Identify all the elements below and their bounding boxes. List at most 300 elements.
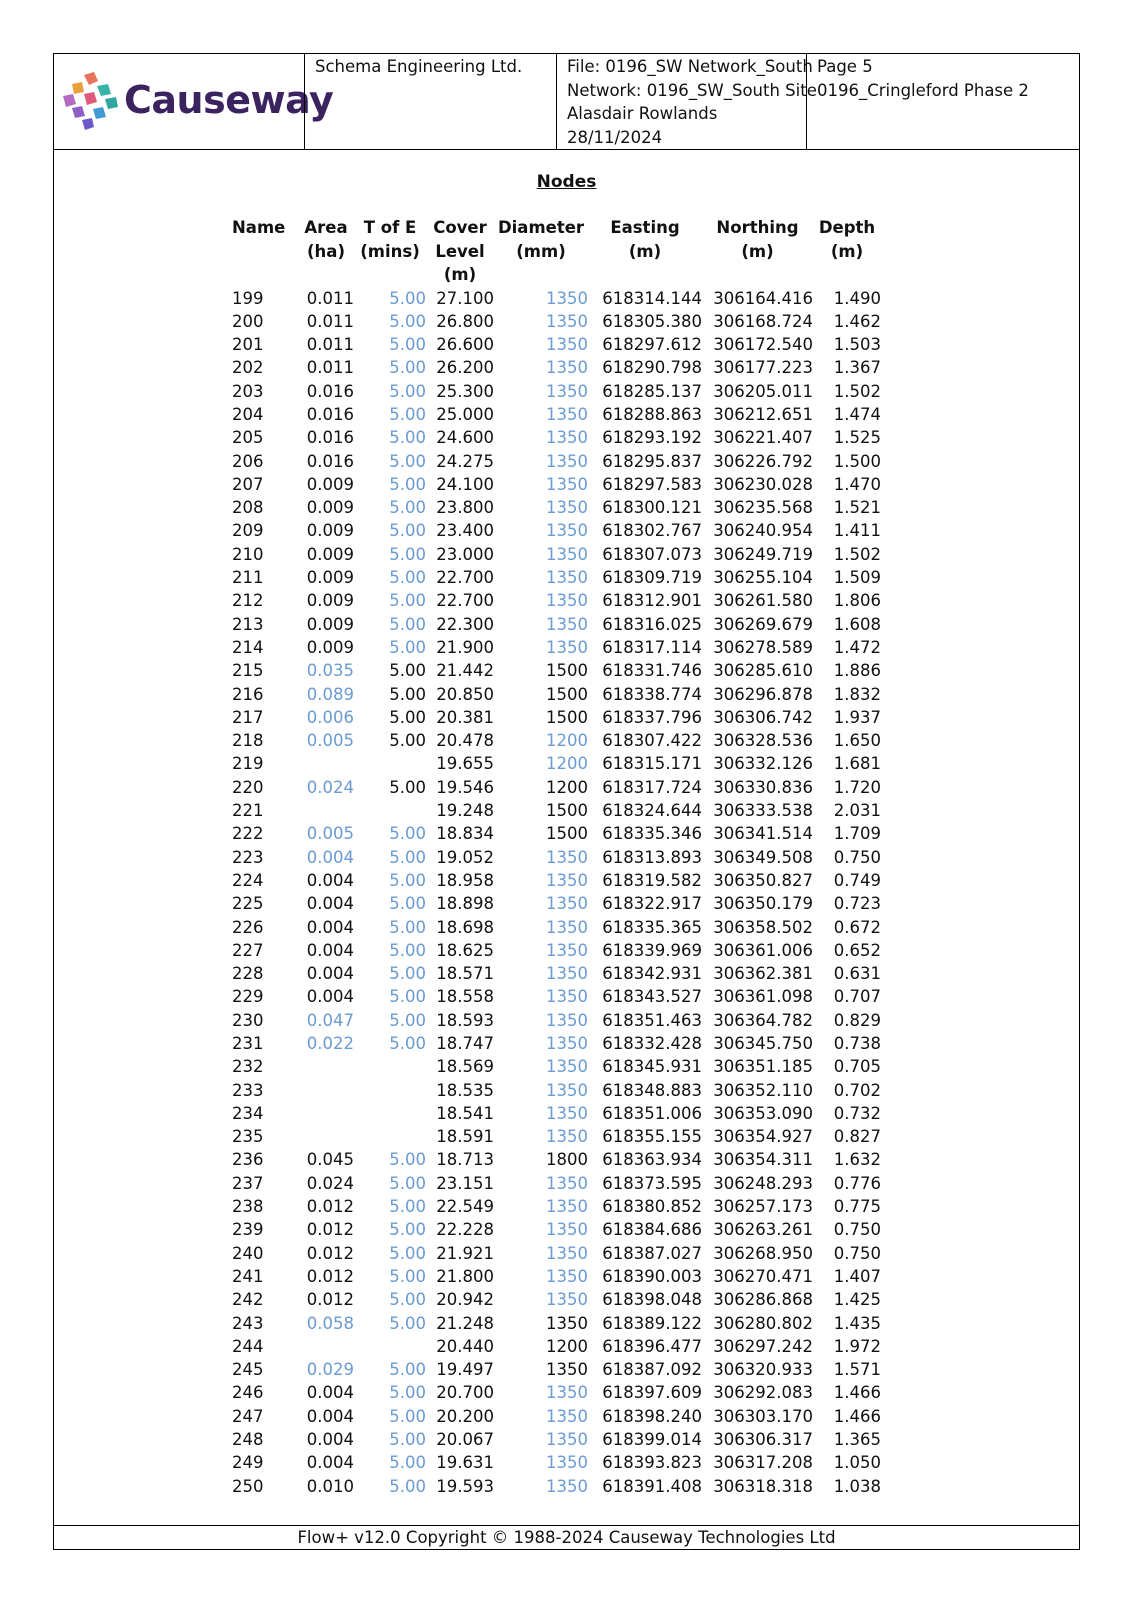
diameter-cell: 1200 (546, 731, 588, 751)
node-name-cell: 200 (232, 311, 264, 331)
column-header (813, 216, 881, 287)
table-row (232, 496, 881, 519)
depth-cell: 1.407 (833, 1266, 881, 1286)
depth-cell: 1.466 (833, 1406, 881, 1426)
area-cell: 0.012 (306, 1197, 354, 1217)
area-cell: 0.004 (306, 1453, 354, 1473)
time-of-entry-cell: 5.00 (389, 987, 426, 1007)
column-header-line: (m) (628, 241, 662, 261)
time-of-entry-cell: 5.00 (389, 917, 426, 937)
cover-level-cell: 22.549 (436, 1197, 494, 1217)
northing-cell: 306353.090 (713, 1103, 813, 1123)
cover-level-cell: 22.228 (436, 1220, 494, 1240)
node-name-cell: 248 (232, 1430, 264, 1450)
area-cell: 0.009 (306, 498, 354, 518)
diameter-cell: 1350 (546, 544, 588, 564)
depth-cell: 2.031 (833, 801, 881, 821)
node-name-cell: 205 (232, 428, 264, 448)
cover-level-cell: 20.200 (436, 1406, 494, 1426)
diameter-cell: 1350 (546, 591, 588, 611)
table-row (232, 473, 881, 496)
area-cell: 0.016 (306, 381, 354, 401)
depth-cell: 1.367 (833, 358, 881, 378)
diameter-cell: 1350 (546, 1290, 588, 1310)
table-row (232, 729, 881, 752)
easting-cell: 618331.746 (602, 661, 702, 681)
table-row (232, 752, 881, 775)
cover-level-cell: 20.700 (436, 1383, 494, 1403)
node-name-cell: 242 (232, 1290, 264, 1310)
file-info-cell (556, 54, 817, 149)
diameter-cell: 1500 (546, 684, 588, 704)
area-cell: 0.009 (306, 568, 354, 588)
diameter-cell: 1350 (546, 1313, 588, 1333)
easting-cell: 618389.122 (602, 1313, 702, 1333)
easting-cell: 618397.609 (602, 1383, 702, 1403)
easting-cell: 618293.192 (602, 428, 702, 448)
depth-cell: 1.571 (833, 1360, 881, 1380)
depth-cell: 0.707 (833, 987, 881, 1007)
diameter-cell: 1350 (546, 870, 588, 890)
depth-cell: 0.750 (833, 1220, 881, 1240)
area-cell: 0.004 (306, 1383, 354, 1403)
time-of-entry-cell (354, 799, 426, 822)
easting-cell: 618285.137 (602, 381, 702, 401)
time-of-entry-cell: 5.00 (389, 451, 426, 471)
diameter-cell: 1350 (546, 498, 588, 518)
column-header (494, 216, 588, 287)
time-of-entry-cell: 5.00 (389, 824, 426, 844)
table-row (232, 1218, 881, 1241)
diameter-cell: 1350 (546, 637, 588, 657)
column-header-line: (m) (830, 241, 864, 261)
time-of-entry-cell: 5.00 (389, 661, 426, 681)
node-name-cell: 222 (232, 824, 264, 844)
northing-cell: 306341.514 (713, 824, 813, 844)
diameter-cell: 1350 (546, 311, 588, 331)
diameter-cell: 1500 (546, 661, 588, 681)
easting-cell: 618390.003 (602, 1266, 702, 1286)
time-of-entry-cell: 5.00 (389, 707, 426, 727)
northing-cell: 306248.293 (713, 1173, 813, 1193)
node-name-cell: 224 (232, 870, 264, 890)
northing-cell: 306255.104 (713, 568, 813, 588)
area-cell: 0.004 (306, 894, 354, 914)
table-row (232, 543, 881, 566)
node-name-cell: 213 (232, 614, 264, 634)
northing-cell: 306361.098 (713, 987, 813, 1007)
cover-level-cell: 22.700 (436, 591, 494, 611)
diameter-cell: 1350 (546, 614, 588, 634)
depth-cell: 1.502 (833, 381, 881, 401)
table-header-row (232, 216, 881, 287)
table-row (232, 1032, 881, 1055)
easting-cell: 618314.144 (602, 288, 702, 308)
cover-level-cell: 21.921 (436, 1243, 494, 1263)
time-of-entry-cell: 5.00 (389, 1173, 426, 1193)
diameter-cell: 1350 (546, 917, 588, 937)
depth-cell: 1.681 (833, 754, 881, 774)
northing-cell: 306320.933 (713, 1360, 813, 1380)
cover-level-cell: 21.800 (436, 1266, 494, 1286)
table-row (232, 1172, 881, 1195)
node-name-cell: 204 (232, 404, 264, 424)
node-name-cell: 209 (232, 521, 264, 541)
table-row (232, 1312, 881, 1335)
time-of-entry-cell: 5.00 (389, 777, 426, 797)
table-row (232, 310, 881, 333)
nodes-table (232, 216, 881, 1498)
node-name-cell: 223 (232, 847, 264, 867)
column-header (588, 216, 702, 287)
depth-cell: 0.827 (833, 1127, 881, 1147)
diameter-cell: 1350 (546, 288, 588, 308)
northing-cell: 306317.208 (713, 1453, 813, 1473)
time-of-entry-cell: 5.00 (389, 637, 426, 657)
northing-cell: 306292.083 (713, 1383, 813, 1403)
diameter-cell: 1350 (546, 1266, 588, 1286)
table-row (232, 450, 881, 473)
northing-cell: 306285.610 (713, 661, 813, 681)
time-of-entry-cell: 5.00 (389, 940, 426, 960)
northing-cell: 306257.173 (713, 1197, 813, 1217)
table-row (232, 380, 881, 403)
node-name-cell: 215 (232, 661, 264, 681)
depth-cell: 1.720 (833, 777, 881, 797)
depth-cell: 0.749 (833, 870, 881, 890)
table-row (232, 1335, 881, 1358)
depth-cell: 1.972 (833, 1336, 881, 1356)
cover-level-cell: 19.631 (436, 1453, 494, 1473)
depth-cell: 1.525 (833, 428, 881, 448)
table-row (232, 1451, 881, 1474)
table-row (232, 1148, 881, 1171)
area-cell: 0.058 (306, 1313, 354, 1333)
time-of-entry-cell: 5.00 (389, 894, 426, 914)
table-row (232, 1381, 881, 1404)
cover-level-cell: 21.442 (436, 661, 494, 681)
area-cell: 0.089 (306, 684, 354, 704)
northing-cell: 306268.950 (713, 1243, 813, 1263)
depth-cell: 1.365 (833, 1430, 881, 1450)
cover-level-cell: 19.248 (436, 801, 494, 821)
area-cell: 0.009 (306, 544, 354, 564)
diameter-cell: 1350 (546, 1383, 588, 1403)
diameter-cell: 1350 (546, 451, 588, 471)
northing-cell: 306278.589 (713, 637, 813, 657)
node-name-cell: 208 (232, 498, 264, 518)
cover-level-cell: 18.747 (436, 1034, 494, 1053)
easting-cell: 618391.408 (602, 1476, 702, 1496)
node-name-cell: 235 (232, 1127, 264, 1147)
northing-cell: 306235.568 (713, 498, 813, 518)
cover-level-cell: 18.698 (436, 917, 494, 937)
table-row (232, 822, 881, 845)
easting-cell: 618355.155 (602, 1127, 702, 1147)
time-of-entry-cell (354, 1102, 426, 1125)
easting-cell: 618399.014 (602, 1430, 702, 1450)
cover-level-cell: 19.655 (436, 754, 494, 774)
cover-level-cell: 20.942 (436, 1290, 494, 1310)
report-date: 28/11/2024 (567, 127, 663, 147)
area-cell: 0.016 (306, 428, 354, 448)
diameter-cell: 1500 (546, 707, 588, 727)
table-row (232, 403, 881, 426)
node-name-cell: 241 (232, 1266, 264, 1286)
area-cell: 0.047 (306, 1010, 354, 1030)
depth-cell: 1.500 (833, 451, 881, 471)
table-row (232, 1358, 881, 1381)
time-of-entry-cell: 5.00 (389, 474, 426, 494)
column-header (702, 216, 813, 287)
node-name-cell: 239 (232, 1220, 264, 1240)
time-of-entry-cell: 5.00 (389, 731, 426, 751)
depth-cell: 0.829 (833, 1010, 881, 1030)
table-row (232, 613, 881, 636)
easting-cell: 618384.686 (602, 1220, 702, 1240)
table-row (232, 939, 881, 962)
causeway-logo-icon (58, 72, 122, 134)
node-name-cell: 245 (232, 1360, 264, 1380)
table-row (232, 776, 881, 799)
diameter-cell: 1350 (546, 1243, 588, 1263)
table-row (232, 1288, 881, 1311)
area-cell: 0.004 (306, 870, 354, 890)
node-name-cell: 240 (232, 1243, 264, 1263)
depth-cell: 1.650 (833, 731, 881, 751)
table-row (232, 519, 881, 542)
time-of-entry-cell: 5.00 (389, 1266, 426, 1286)
time-of-entry-cell: 5.00 (389, 568, 426, 588)
column-header-line: Easting (610, 218, 680, 237)
northing-cell: 306164.416 (713, 288, 813, 308)
node-name-cell: 243 (232, 1313, 264, 1333)
northing-cell: 306328.536 (713, 731, 813, 751)
depth-cell: 1.435 (833, 1313, 881, 1333)
cover-level-cell: 18.558 (436, 987, 494, 1007)
time-of-entry-cell: 5.00 (389, 847, 426, 867)
northing-cell: 306361.006 (713, 940, 813, 960)
column-header-line: T of E (363, 218, 417, 237)
author-name: Alasdair Rowlands (567, 104, 718, 123)
area-cell (298, 1335, 354, 1358)
easting-cell: 618309.719 (602, 568, 702, 588)
node-name-cell: 212 (232, 591, 264, 611)
table-row (232, 799, 881, 822)
table-row (232, 846, 881, 869)
report-header (54, 54, 1079, 150)
diameter-cell: 1350 (546, 1453, 588, 1473)
node-name-cell: 247 (232, 1406, 264, 1426)
project-name: 0196_Cringleford Phase 2 (817, 80, 1029, 100)
node-name-cell: 249 (232, 1453, 264, 1473)
node-name-cell: 199 (232, 288, 264, 308)
northing-cell: 306330.836 (713, 777, 813, 797)
depth-cell: 1.050 (833, 1453, 881, 1473)
northing-cell: 306172.540 (713, 335, 813, 355)
easting-cell: 618338.774 (602, 684, 702, 704)
easting-cell: 618363.934 (602, 1150, 702, 1170)
diameter-cell: 1200 (546, 777, 588, 797)
area-cell: 0.024 (306, 777, 354, 797)
easting-cell: 618348.883 (602, 1080, 702, 1100)
cover-level-cell: 18.541 (436, 1103, 494, 1123)
cover-level-cell: 23.000 (436, 544, 494, 564)
area-cell: 0.022 (306, 1034, 354, 1053)
depth-cell: 1.832 (833, 684, 881, 704)
northing-cell: 306354.927 (713, 1127, 813, 1147)
cover-level-cell: 18.834 (436, 824, 494, 844)
depth-cell: 0.723 (833, 894, 881, 914)
table-row (232, 962, 881, 985)
northing-cell: 306350.827 (713, 870, 813, 890)
area-cell: 0.012 (306, 1243, 354, 1263)
node-name-cell: 207 (232, 474, 264, 494)
northing-cell: 306261.580 (713, 591, 813, 611)
cover-level-cell: 25.000 (436, 404, 494, 424)
northing-cell: 306303.170 (713, 1406, 813, 1426)
table-row (232, 333, 881, 356)
node-name-cell: 214 (232, 637, 264, 657)
easting-cell: 618288.863 (602, 404, 702, 424)
node-name-cell: 211 (232, 568, 264, 588)
time-of-entry-cell: 5.00 (389, 614, 426, 634)
node-name-cell: 210 (232, 544, 264, 564)
cover-level-cell: 22.700 (436, 568, 494, 588)
node-name-cell: 201 (232, 335, 264, 355)
depth-cell: 0.631 (833, 964, 881, 984)
area-cell: 0.004 (306, 940, 354, 960)
area-cell: 0.005 (306, 824, 354, 844)
easting-cell: 618324.644 (602, 801, 702, 821)
northing-cell: 306306.317 (713, 1430, 813, 1450)
area-cell: 0.004 (306, 917, 354, 937)
time-of-entry-cell: 5.00 (389, 1476, 426, 1496)
depth-cell: 1.502 (833, 544, 881, 564)
time-of-entry-cell: 5.00 (389, 1453, 426, 1473)
table-row (232, 985, 881, 1008)
table-row (232, 1079, 881, 1102)
node-name-cell: 238 (232, 1197, 264, 1217)
column-header-line: (ha) (307, 241, 345, 261)
cover-level-cell: 18.898 (436, 894, 494, 914)
northing-cell: 306296.878 (713, 684, 813, 704)
area-cell: 0.009 (306, 614, 354, 634)
northing-cell: 306364.782 (713, 1010, 813, 1030)
time-of-entry-cell: 5.00 (389, 1034, 426, 1053)
easting-cell: 618343.527 (602, 987, 702, 1007)
node-name-cell: 219 (232, 754, 264, 774)
northing-cell: 306350.179 (713, 894, 813, 914)
node-name-cell: 217 (232, 707, 264, 727)
column-header-line: Name (232, 218, 286, 237)
time-of-entry-cell: 5.00 (389, 1010, 426, 1030)
table-row (232, 566, 881, 589)
column-header-line: (m) (741, 241, 774, 261)
node-name-cell: 227 (232, 940, 264, 960)
cover-level-cell: 22.300 (436, 614, 494, 634)
cover-level-cell: 23.400 (436, 521, 494, 541)
easting-cell: 618315.171 (602, 754, 702, 774)
depth-cell: 0.776 (833, 1173, 881, 1193)
time-of-entry-cell (354, 1079, 426, 1102)
depth-cell: 1.937 (833, 707, 881, 727)
easting-cell: 618351.463 (602, 1010, 702, 1030)
cover-level-cell: 20.850 (436, 684, 494, 704)
depth-cell: 0.672 (833, 917, 881, 937)
cover-level-cell: 18.593 (436, 1010, 494, 1030)
diameter-cell: 1200 (546, 1336, 588, 1356)
node-name-cell: 225 (232, 894, 264, 914)
depth-cell: 1.806 (833, 591, 881, 611)
easting-cell: 618312.901 (602, 591, 702, 611)
cover-level-cell: 21.248 (436, 1313, 494, 1333)
column-header-line: Northing (716, 218, 799, 237)
cover-level-cell: 24.275 (436, 451, 494, 471)
easting-cell: 618307.422 (602, 731, 702, 751)
table-row (232, 1242, 881, 1265)
cover-level-cell: 18.569 (436, 1057, 494, 1077)
area-cell: 0.004 (306, 987, 354, 1007)
table-row (232, 1009, 881, 1032)
diameter-cell: 1350 (546, 381, 588, 401)
page-frame (53, 53, 1080, 1550)
cover-level-cell: 23.151 (436, 1173, 494, 1193)
cover-level-cell: 26.200 (436, 358, 494, 378)
area-cell: 0.029 (306, 1360, 354, 1380)
company-cell (304, 54, 556, 149)
table-body (232, 287, 881, 1498)
northing-cell: 306286.868 (713, 1290, 813, 1310)
time-of-entry-cell: 5.00 (389, 870, 426, 890)
diameter-cell: 1350 (546, 1127, 588, 1147)
northing-cell: 306226.792 (713, 451, 813, 471)
depth-cell: 1.472 (833, 637, 881, 657)
page-number: Page 5 (817, 57, 873, 76)
area-cell: 0.004 (306, 1406, 354, 1426)
diameter-cell: 1350 (546, 1406, 588, 1426)
area-cell (298, 1102, 354, 1125)
diameter-cell: 1350 (546, 1220, 588, 1240)
table-row (232, 1102, 881, 1125)
node-name-cell: 226 (232, 917, 264, 937)
cover-level-cell: 26.800 (436, 311, 494, 331)
copyright-footer: Flow+ v12.0 Copyright © 1988-2024 Causeway Technologies Ltd (54, 1525, 1079, 1549)
area-cell: 0.016 (306, 451, 354, 471)
time-of-entry-cell: 5.00 (389, 288, 426, 308)
diameter-cell: 1350 (546, 1360, 588, 1380)
time-of-entry-cell: 5.00 (389, 1197, 426, 1217)
depth-cell: 1.509 (833, 568, 881, 588)
area-cell: 0.012 (306, 1266, 354, 1286)
table-row (232, 1055, 881, 1078)
depth-cell: 0.702 (833, 1080, 881, 1100)
column-header-line: Depth (818, 218, 876, 237)
node-name-cell: 229 (232, 987, 264, 1007)
area-cell: 0.009 (306, 474, 354, 494)
column-header-line: Diameter (497, 218, 585, 237)
diameter-cell: 1350 (546, 1197, 588, 1217)
cover-level-cell: 24.100 (436, 474, 494, 494)
easting-cell: 618319.582 (602, 870, 702, 890)
area-cell: 0.010 (306, 1476, 354, 1496)
column-header-line: (mm) (516, 241, 566, 261)
time-of-entry-cell: 5.00 (389, 1360, 426, 1380)
easting-cell: 618393.823 (602, 1453, 702, 1473)
depth-cell: 0.775 (833, 1197, 881, 1217)
easting-cell: 618339.969 (602, 940, 702, 960)
northing-cell: 306168.724 (713, 311, 813, 331)
